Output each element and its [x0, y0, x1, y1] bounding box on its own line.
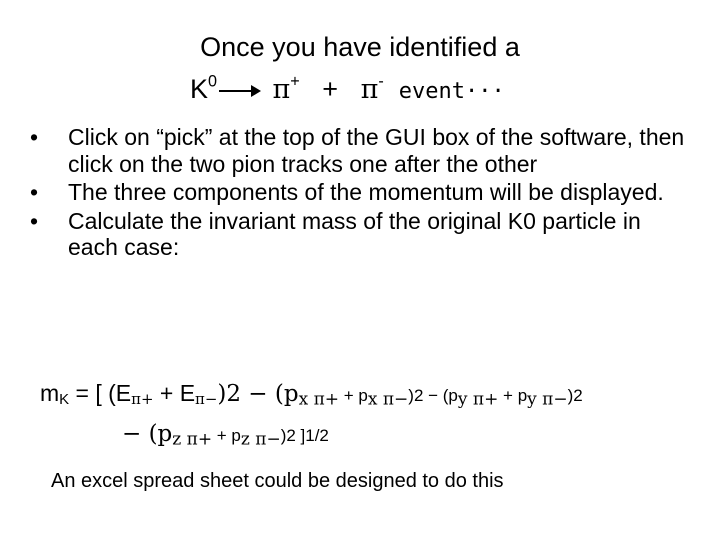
energy-pi-minus-subscript: π− — [195, 389, 218, 408]
formula-text: + p — [212, 426, 241, 445]
pi-minus-superscript: - — [378, 72, 384, 91]
pi-plus-symbol: π — [272, 74, 291, 105]
formula-text: )2 − (p — [217, 381, 299, 407]
bullet-text: Calculate the invariant mass of the original K0 particle in each case: — [68, 207, 641, 260]
bullet-item — [30, 124, 690, 177]
pi-minus-symbol: π — [360, 74, 379, 105]
pz-pi-plus-subscript: z π+ — [172, 429, 213, 450]
formula-text: + p — [339, 386, 368, 405]
formula-text: )2 — [567, 386, 583, 405]
invariant-mass-formula-line2 — [122, 420, 329, 450]
pz-pi-minus-subscript: z π− — [240, 429, 281, 450]
energy-pi-plus-subscript: π+ — [131, 389, 154, 408]
bullet-marker: • — [30, 207, 39, 234]
mass-symbol: m — [40, 380, 60, 406]
footer-note: An excel spread sheet could be designed to do this — [51, 470, 504, 492]
formula-text: − (p — [122, 421, 173, 447]
py-pi-minus-subscript: y π− — [527, 389, 568, 410]
formula-text: )2 ]1/2 — [280, 426, 329, 445]
pi-plus-superscript: + — [290, 72, 300, 91]
invariant-mass-formula-line1 — [40, 380, 583, 410]
decay-arrow-icon — [219, 90, 259, 92]
px-pi-plus-subscript: x π+ — [298, 389, 340, 410]
bullet-item — [30, 208, 690, 261]
px-pi-minus-subscript: x π− — [367, 389, 409, 410]
bullet-marker: • — [30, 124, 39, 150]
slide-title-line2 — [190, 74, 505, 105]
kaon-symbol: K — [190, 74, 209, 104]
slide-title-line1: Once you have identified a — [200, 32, 520, 62]
event-label: event··· — [398, 79, 505, 104]
mass-subscript: K — [59, 390, 70, 408]
formula-text: + p — [498, 386, 528, 405]
bullet-marker: • — [30, 179, 39, 205]
bullet-text: Click on “pick” at the top of the GUI box of the software, then click on the two pion tracks one after the other — [68, 124, 685, 177]
bullet-list — [30, 124, 690, 263]
bullet-item — [30, 179, 690, 206]
kaon-superscript: 0 — [208, 72, 218, 91]
formula-text: + E — [153, 380, 196, 406]
formula-text: = [ (E — [69, 380, 132, 406]
py-pi-plus-subscript: y π+ — [457, 389, 499, 410]
plus-sign: + — [322, 74, 339, 104]
bullet-text: The three components of the momentum will be displayed. — [68, 179, 664, 205]
formula-text: )2 − (p — [408, 386, 458, 405]
